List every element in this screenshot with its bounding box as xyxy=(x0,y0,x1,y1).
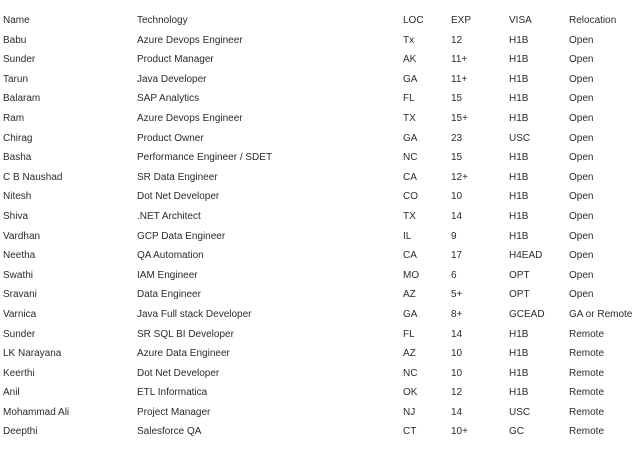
cell-technology: Java Full stack Developer xyxy=(137,308,252,320)
cell-technology: Data Engineer xyxy=(137,289,201,301)
cell-technology: Performance Engineer / SDET xyxy=(137,152,273,164)
cell-exp: 15 xyxy=(451,93,463,105)
cell-loc: CT xyxy=(403,426,417,438)
table-row xyxy=(0,187,640,207)
cell-visa: GCEAD xyxy=(509,308,545,320)
cell-name: Ram xyxy=(3,112,25,124)
cell-loc: GA xyxy=(403,73,418,85)
cell-exp: 11+ xyxy=(451,54,468,66)
cell-technology: Project Manager xyxy=(137,406,211,418)
cell-visa: H1B xyxy=(509,387,529,399)
cell-exp: 9 xyxy=(451,230,457,242)
table-row xyxy=(0,148,640,168)
table-row xyxy=(0,207,640,227)
table-row xyxy=(0,285,640,305)
cell-loc: TX xyxy=(403,112,416,124)
cell-exp: 10 xyxy=(451,367,463,379)
cell-name: Mohammad Ali xyxy=(3,406,70,418)
cell-name: Sunder xyxy=(3,54,36,66)
cell-loc: TX xyxy=(403,210,416,222)
cell-name: Swathi xyxy=(3,269,34,281)
cell-technology: Java Developer xyxy=(137,73,207,85)
cell-name: Nitesh xyxy=(3,191,32,203)
cell-relocation: Remote xyxy=(569,367,605,379)
cell-exp: 11+ xyxy=(451,73,468,85)
cell-technology: Dot Net Developer xyxy=(137,191,220,203)
cell-loc: CA xyxy=(403,171,417,183)
cell-visa: H4EAD xyxy=(509,250,543,262)
cell-loc: IL xyxy=(403,230,412,242)
cell-relocation: Open xyxy=(569,210,594,222)
table-row xyxy=(0,383,640,403)
table-row xyxy=(0,109,640,129)
header-row xyxy=(0,11,640,31)
cell-visa: H1B xyxy=(509,367,529,379)
cell-visa: H1B xyxy=(509,210,529,222)
cell-loc: CA xyxy=(403,250,417,262)
cell-loc: Tx xyxy=(403,34,415,46)
cell-visa: H1B xyxy=(509,328,529,340)
candidate-table xyxy=(0,11,640,442)
cell-visa: GC xyxy=(509,426,524,438)
table-row xyxy=(0,422,640,442)
cell-exp: 10 xyxy=(451,348,463,360)
cell-relocation: Open xyxy=(569,34,594,46)
cell-relocation: Remote xyxy=(569,387,605,399)
table-row xyxy=(0,305,640,325)
cell-name: Tarun xyxy=(3,73,29,85)
cell-name: LK Narayana xyxy=(3,348,62,360)
cell-exp: 12 xyxy=(451,34,463,46)
header-visa: VISA xyxy=(509,15,532,26)
header-name: Name xyxy=(3,15,30,26)
cell-exp: 10 xyxy=(451,191,463,203)
cell-exp: 6 xyxy=(451,269,457,281)
cell-name: Vardhan xyxy=(3,230,41,242)
cell-exp: 5+ xyxy=(451,289,463,301)
cell-visa: H1B xyxy=(509,348,529,360)
cell-technology: .NET Architect xyxy=(137,210,201,222)
cell-loc: FL xyxy=(403,328,415,340)
cell-loc: NJ xyxy=(403,406,416,418)
header-loc: LOC xyxy=(403,15,424,26)
cell-relocation: Open xyxy=(569,230,594,242)
cell-name: Basha xyxy=(3,152,32,164)
cell-visa: OPT xyxy=(509,289,530,301)
cell-relocation: Open xyxy=(569,152,594,164)
cell-relocation: Open xyxy=(569,289,594,301)
cell-exp: 14 xyxy=(451,406,463,418)
cell-loc: AZ xyxy=(403,348,416,360)
cell-name: Balaram xyxy=(3,93,41,105)
cell-relocation: GA or Remote xyxy=(569,308,633,320)
cell-relocation: Open xyxy=(569,250,594,262)
cell-exp: 17 xyxy=(451,250,463,262)
table-row xyxy=(0,70,640,90)
cell-technology: Dot Net Developer xyxy=(137,367,220,379)
cell-name: C B Naushad xyxy=(3,171,63,183)
cell-technology: Salesforce QA xyxy=(137,426,202,438)
cell-relocation: Open xyxy=(569,73,594,85)
cell-visa: H1B xyxy=(509,54,529,66)
cell-visa: H1B xyxy=(509,171,529,183)
cell-relocation: Open xyxy=(569,54,594,66)
header-exp: EXP xyxy=(451,15,472,26)
cell-name: Babu xyxy=(3,34,27,46)
cell-relocation: Open xyxy=(569,112,594,124)
table-row xyxy=(0,246,640,266)
cell-relocation: Remote xyxy=(569,406,605,418)
cell-technology: IAM Engineer xyxy=(137,269,198,281)
cell-exp: 14 xyxy=(451,328,463,340)
cell-loc: OK xyxy=(403,387,418,399)
cell-exp: 15+ xyxy=(451,112,468,124)
header-technology: Technology xyxy=(137,15,188,26)
cell-relocation: Open xyxy=(569,132,594,144)
cell-relocation: Open xyxy=(569,171,594,183)
cell-loc: NC xyxy=(403,152,418,164)
cell-loc: CO xyxy=(403,191,418,203)
cell-relocation: Remote xyxy=(569,328,605,340)
cell-name: Shiva xyxy=(3,210,29,222)
cell-exp: 15 xyxy=(451,152,463,164)
cell-technology: Azure Devops Engineer xyxy=(137,112,243,124)
table-row xyxy=(0,89,640,109)
cell-technology: ETL Informatica xyxy=(137,387,208,399)
table-row xyxy=(0,129,640,149)
table-row xyxy=(0,403,640,423)
cell-name: Neetha xyxy=(3,250,36,262)
cell-loc: FL xyxy=(403,93,415,105)
cell-visa: H1B xyxy=(509,152,529,164)
cell-exp: 12+ xyxy=(451,171,468,183)
cell-visa: H1B xyxy=(509,34,529,46)
cell-name: Chirag xyxy=(3,132,33,144)
cell-visa: USC xyxy=(509,406,531,418)
cell-loc: GA xyxy=(403,308,418,320)
table-row xyxy=(0,344,640,364)
header-relocation: Relocation xyxy=(569,15,617,26)
cell-relocation: Remote xyxy=(569,348,605,360)
cell-loc: AZ xyxy=(403,289,416,301)
cell-name: Anil xyxy=(3,387,20,399)
cell-visa: H1B xyxy=(509,230,529,242)
table-row xyxy=(0,364,640,384)
cell-loc: GA xyxy=(403,132,418,144)
cell-visa: H1B xyxy=(509,112,529,124)
cell-visa: H1B xyxy=(509,191,529,203)
table-row xyxy=(0,31,640,51)
cell-relocation: Remote xyxy=(569,426,605,438)
cell-technology: Product Manager xyxy=(137,54,214,66)
cell-relocation: Open xyxy=(569,191,594,203)
cell-visa: H1B xyxy=(509,93,529,105)
cell-relocation: Open xyxy=(569,93,594,105)
cell-name: Varnica xyxy=(3,308,37,320)
cell-name: Sravani xyxy=(3,289,37,301)
table-row xyxy=(0,325,640,345)
cell-technology: Product Owner xyxy=(137,132,204,144)
cell-visa: USC xyxy=(509,132,531,144)
cell-technology: QA Automation xyxy=(137,250,204,262)
cell-name: Deepthi xyxy=(3,426,38,438)
table-row xyxy=(0,266,640,286)
cell-technology: Azure Data Engineer xyxy=(137,348,230,360)
cell-exp: 14 xyxy=(451,210,463,222)
cell-name: Sunder xyxy=(3,328,36,340)
cell-relocation: Open xyxy=(569,269,594,281)
cell-exp: 12 xyxy=(451,387,463,399)
table-body xyxy=(0,31,640,442)
cell-technology: SAP Analytics xyxy=(137,93,200,105)
cell-technology: Azure Devops Engineer xyxy=(137,34,243,46)
cell-exp: 10+ xyxy=(451,426,468,438)
table-row xyxy=(0,227,640,247)
cell-visa: H1B xyxy=(509,73,529,85)
table-row xyxy=(0,50,640,70)
cell-loc: NC xyxy=(403,367,418,379)
cell-technology: SR SQL BI Developer xyxy=(137,328,234,340)
table-row xyxy=(0,168,640,188)
cell-loc: MO xyxy=(403,269,420,281)
cell-exp: 8+ xyxy=(451,308,463,320)
cell-visa: OPT xyxy=(509,269,530,281)
cell-name: Keerthi xyxy=(3,367,35,379)
cell-technology: GCP Data Engineer xyxy=(137,230,226,242)
cell-loc: AK xyxy=(403,54,417,66)
cell-technology: SR Data Engineer xyxy=(137,171,218,183)
cell-exp: 23 xyxy=(451,132,463,144)
